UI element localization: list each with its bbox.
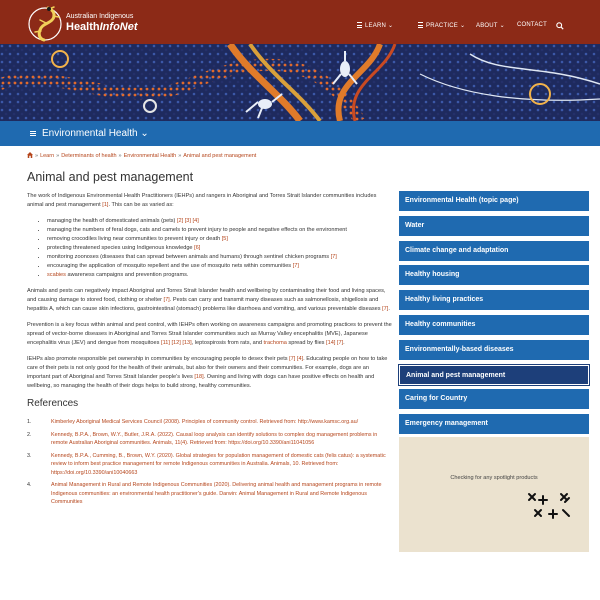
sidebar-item-caring-for-country[interactable]: Caring for Country: [399, 389, 589, 409]
sidebar-item-healthy-housing[interactable]: Healthy housing: [399, 265, 589, 285]
loading-lizards-icon: [525, 490, 573, 522]
sidebar-nav: [399, 191, 589, 439]
main-content: [27, 170, 393, 511]
trachoma-link[interactable]: trachoma: [263, 340, 287, 346]
chevron-down-icon: ⌄: [140, 128, 149, 139]
sidebar-item-animal-pest[interactable]: Animal and pest management: [399, 365, 589, 385]
list-item: • protecting threatened species using Indigenous knowledge [6]: [47, 244, 393, 253]
section-menu-button[interactable]: Environmental Health ⌄: [42, 128, 149, 139]
page-title: Animal and pest management: [27, 170, 194, 184]
sidebar-item-environmental-diseases[interactable]: Environmentally-based diseases: [399, 340, 589, 360]
lizard-logo-icon: [26, 4, 64, 42]
breadcrumb: » Learn » Determinants of health » Environmental Health » Animal and pest management: [27, 152, 256, 159]
sidebar-item-healthy-communities[interactable]: Healthy communities: [399, 315, 589, 335]
dot-painting-image: [0, 44, 600, 121]
citation-link[interactable]: [7] [4]: [289, 356, 304, 362]
list-item: • managing the numbers of feral dogs, cats and camels to prevent injury to people and negative effects on the environment: [47, 226, 393, 235]
list-item: • encouraging the application of mosquito repellent and the use of mosquito nets within communities [7]: [47, 262, 393, 271]
activities-list: [27, 217, 393, 280]
reference-item[interactable]: 2. Kennedy, B.P.A., Brown, W.Y., Butler, J.R.A. (2022). Causal loop analysis can identify solutions to complex dog management problems in remote Australian Aboriginal communities. Animals, 11(4). Retrieved from: https://doi.org/10.3390/ani11041056: [27, 431, 378, 446]
breadcrumb-determinants[interactable]: Determinants of health: [61, 153, 117, 159]
citation-link[interactable]: [7]: [330, 254, 337, 260]
menu-icon: [357, 22, 362, 28]
citation-link[interactable]: [14] [7]: [326, 340, 344, 346]
breadcrumb-learn[interactable]: Learn: [40, 153, 55, 159]
list-item: • removing crocodiles living near communities to prevent injury or death [5]: [47, 235, 393, 244]
list-item: • monitoring zoonoses (diseases that can spread between animals and humans) through sentinel chicken programs [7]: [47, 253, 393, 262]
home-icon[interactable]: [27, 152, 33, 158]
reference-item[interactable]: 1. Kimberley Aboriginal Medical Services Council (2008). Principles of community control. Retrieved from: http://www.kamsc.org.au/: [27, 419, 359, 425]
paragraph-impacts: Animals and pests can negatively impact Aboriginal and Torres Strait Islander health and wellbeing by contaminating their food and living spaces, and causing damage to stored food, clothing or shelter [7]. Pests can carry and transmit many diseases such as salmonellosis, shigellosis and hepatitis A, which can cause skin infections, gastrointestinal (stomach) problems like diarrhoea and vomiting, and various preventable diseases [7].: [27, 288, 390, 312]
chevron-down-icon: ⌄: [459, 23, 466, 29]
citation-link[interactable]: [5]: [221, 236, 228, 242]
citation-link[interactable]: [18]: [194, 374, 204, 380]
sidebar-item-water[interactable]: Water: [399, 216, 589, 236]
scabies-link[interactable]: scabies: [47, 272, 66, 278]
citation-link[interactable]: [6]: [194, 245, 201, 251]
nav-about[interactable]: ABOUT ⌄: [476, 23, 505, 29]
spotlight-loading-text: Checking for any spotlight products: [450, 475, 538, 481]
nav-learn[interactable]: LEARN ⌄: [357, 22, 393, 29]
sidebar-item-emergency-management[interactable]: Emergency management: [399, 414, 589, 434]
list-item: • scabies awareness campaigns and prevention programs.: [47, 271, 393, 280]
section-bar: [0, 121, 600, 146]
site-header: [0, 0, 600, 44]
references-heading: References: [27, 398, 79, 409]
menu-icon: [30, 131, 36, 136]
citation-link[interactable]: [11] [12] [13]: [161, 340, 192, 346]
menu-icon: [418, 22, 423, 28]
sidebar-item-healthy-living[interactable]: Healthy living practices: [399, 290, 589, 310]
sidebar-item-environmental-health[interactable]: Environmental Health (topic page): [399, 191, 589, 211]
citation-link[interactable]: [7]: [163, 297, 170, 303]
site-logo[interactable]: [26, 4, 146, 44]
breadcrumb-current[interactable]: Animal and pest management: [183, 153, 257, 159]
sidebar-item-climate-change[interactable]: Climate change and adaptation: [399, 241, 589, 261]
spotlight-panel: [399, 437, 589, 552]
reference-item[interactable]: 3. Kennedy, B.P.A., Cumming, B., Brown, W.Y. (2020). Global strategies for population management of domestic cats (felis catus): a systematic review to inform best practice management for remote Indigenous communities in Australia. Animals, 10. Retrieved from: https://doi.org/10.3390/ani10040663: [27, 452, 386, 476]
logo-text-main: HealthInfoNet: [66, 21, 138, 33]
search-icon[interactable]: [556, 22, 564, 30]
nav-practice[interactable]: PRACTICE ⌄: [418, 22, 465, 29]
citation-link[interactable]: [2] [3] [4]: [176, 218, 199, 224]
paragraph-prevention: Prevention is a key focus within animal and pest control, with IEHPs often working on awareness campaigns and promoting practices to prevent the spread of vector-borne diseases in Aboriginal and Torres Strait Islander communities such as Murray Valley encephalitis (MVE), Japanese encephalitis virus (JEV) and dengue from mosquitoes [11] [12] [13], leptospirosis from rats, and trachoma spread by flies [14] [7].: [27, 322, 392, 346]
list-item: • managing the health of domesticated animals (pets) [2] [3] [4]: [47, 217, 393, 226]
citation-link[interactable]: [1]: [102, 202, 109, 208]
reference-item[interactable]: 4. Animal Management in Rural and Remote Indigenous Communities (2020). Delivering animal health and management programs in remote Indigenous communities: an environmental health practitioner's guide. Darwin: Animal Management in Rural and Remote Indigenous Communities: [27, 482, 382, 505]
breadcrumb-environmental-health[interactable]: Environmental Health: [123, 153, 177, 159]
nav-contact[interactable]: CONTACT: [517, 22, 547, 28]
chevron-down-icon: ⌄: [388, 23, 394, 29]
chevron-down-icon: ⌄: [499, 23, 505, 29]
citation-link[interactable]: [7]: [382, 306, 389, 312]
paragraph-pet-ownership: IEHPs also promote responsible pet ownership in communities by encouraging people to desex their pets [7] [4]. Educating people on how to take care of their pets is not only good for the health of their animals, but also for their owners and their communities. For example, dogs are an important part of Aboriginal and Torres Strait Islander people's lives [18]. Owning and living with dogs can have positive effects on health and wellbeing, so managing the health of their dogs helps to build strong, healthy communities.: [27, 356, 388, 389]
logo-text-top: Australian Indigenous: [66, 13, 134, 20]
banner-artwork: [0, 44, 600, 121]
citation-link[interactable]: [7]: [292, 263, 299, 269]
intro-paragraph: The work of Indigenous Environmental Health Practitioners (IEHPs) and rangers in Aboriginal and Torres Strait Islander communities includes animal and pest management [1]. This can be as varied as:: [27, 193, 377, 208]
